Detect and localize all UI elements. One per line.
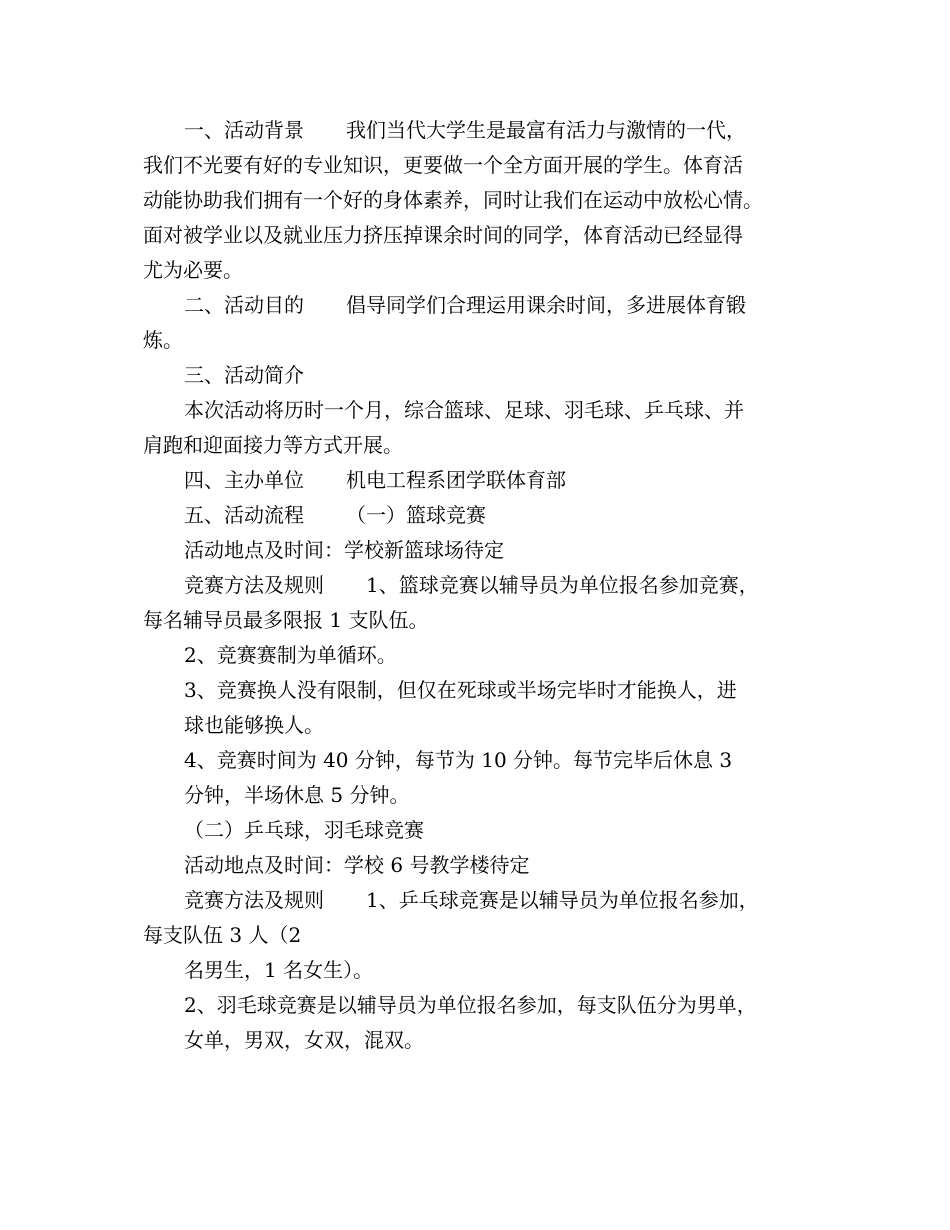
text-segment: 1、乒乓球竞赛是以辅导员为单位报名参加， xyxy=(366,888,759,912)
text-segment: 2、羽毛球竞赛是以辅导员为单位报名参加，每支队伍分为男单， xyxy=(184,993,757,1017)
text-segment: 肩跑和迎面接力等方式开展。 xyxy=(143,433,403,457)
text-segment: 分钟，半场休息 5 分钟。 xyxy=(184,783,410,807)
text-segment: 三、活动简介 xyxy=(184,363,304,387)
text-segment: 女单，男双，女双，混双。 xyxy=(184,1028,424,1052)
text-segment: 尤为必要。 xyxy=(143,258,243,282)
text-segment: 活动地点及时间：学校 6 号教学楼待定 xyxy=(184,853,530,877)
text-line xyxy=(143,393,830,428)
text-line xyxy=(143,323,830,358)
text-line xyxy=(143,1023,830,1058)
text-line xyxy=(143,883,830,918)
text-line xyxy=(143,218,830,253)
text-segment: 我们当代大学生是最富有活力与激情的一代， xyxy=(346,118,746,142)
text-line xyxy=(143,358,830,393)
text-segment: （一）篮球竞赛 xyxy=(346,503,486,527)
text-line xyxy=(143,638,830,673)
text-segment: 名男生，1 名女生）。 xyxy=(184,958,374,982)
text-line xyxy=(143,498,830,533)
text-line xyxy=(143,148,830,183)
text-line xyxy=(143,533,830,568)
text-line xyxy=(143,953,830,988)
text-segment: 3、竞赛换人没有限制，但仅在死球或半场完毕时才能换人，进 xyxy=(184,678,737,702)
text-line xyxy=(143,708,830,743)
text-segment: 竞赛方法及规则 xyxy=(184,573,324,597)
text-segment: 本次活动将历时一个月，综合篮球、足球、羽毛球、乒乓球、并 xyxy=(184,398,744,422)
text-segment: 面对被学业以及就业压力挤压掉课余时间的同学，体育活动已经显得 xyxy=(143,223,743,247)
text-segment: 每支队伍 3 人（2 xyxy=(143,923,302,947)
text-segment: 四、主办单位 xyxy=(184,468,304,492)
text-segment: 五、活动流程 xyxy=(184,503,304,527)
text-line xyxy=(143,568,830,603)
text-line xyxy=(143,428,830,463)
text-line xyxy=(143,673,830,708)
text-line xyxy=(143,183,830,218)
text-segment: 倡导同学们合理运用课余时间，多进展体育锻 xyxy=(346,293,746,317)
text-segment: 2、竞赛赛制为单循环。 xyxy=(184,643,397,667)
text-line xyxy=(143,288,830,323)
text-segment: 炼。 xyxy=(143,328,183,352)
text-segment: 每名辅导员最多限报 1 支队伍。 xyxy=(143,608,429,632)
text-segment: （二）乒乓球，羽毛球竞赛 xyxy=(184,818,424,842)
text-segment: 4、竞赛时间为 40 分钟，每节为 10 分钟。每节完毕后休息 3 xyxy=(184,748,733,772)
text-segment: 竞赛方法及规则 xyxy=(184,888,324,912)
text-line xyxy=(143,113,830,148)
text-line xyxy=(143,813,830,848)
text-segment: 二、活动目的 xyxy=(184,293,304,317)
text-line xyxy=(143,743,830,778)
text-segment: 一、活动背景 xyxy=(184,118,304,142)
text-segment: 球也能够换人。 xyxy=(184,713,324,737)
text-line xyxy=(143,253,830,288)
text-line xyxy=(143,848,830,883)
text-line xyxy=(143,603,830,638)
text-segment: 1、篮球竞赛以辅导员为单位报名参加竞赛， xyxy=(366,573,759,597)
text-segment: 活动地点及时间：学校新篮球场待定 xyxy=(184,538,504,562)
text-line xyxy=(143,463,830,498)
text-line xyxy=(143,988,830,1023)
text-segment: 我们不光要有好的专业知识，更要做一个全方面开展的学生。体育活 xyxy=(143,153,743,177)
text-segment: 动能协助我们拥有一个好的身体素养，同时让我们在运动中放松心情。 xyxy=(143,188,763,212)
text-line xyxy=(143,778,830,813)
text-segment: 机电工程系团学联体育部 xyxy=(346,468,566,492)
text-line xyxy=(143,918,830,953)
document-body xyxy=(143,113,830,1058)
